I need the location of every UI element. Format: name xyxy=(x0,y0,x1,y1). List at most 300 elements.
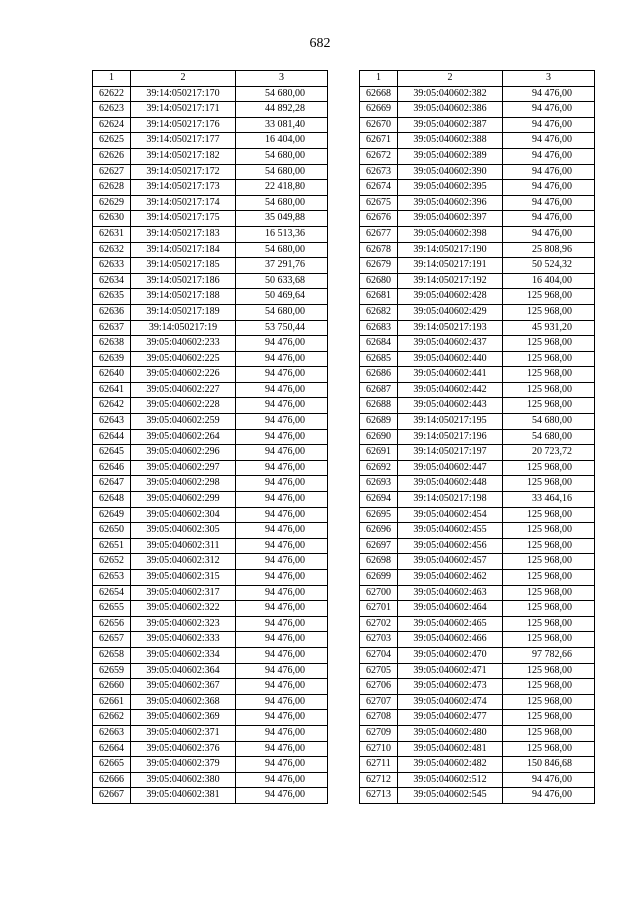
value: 125 968,00 xyxy=(503,554,595,570)
value: 125 968,00 xyxy=(503,741,595,757)
row-number: 62687 xyxy=(360,382,398,398)
cadastral-number: 39:05:040602:457 xyxy=(398,554,503,570)
table-row xyxy=(360,226,595,242)
row-number: 62713 xyxy=(360,788,398,804)
value: 94 476,00 xyxy=(236,570,328,586)
cadastral-number: 39:14:050217:175 xyxy=(131,211,236,227)
value: 94 476,00 xyxy=(236,725,328,741)
cadastral-number: 39:14:050217:184 xyxy=(131,242,236,258)
table-row xyxy=(360,180,595,196)
value: 54 680,00 xyxy=(236,164,328,180)
table-row xyxy=(360,289,595,305)
value: 33 081,40 xyxy=(236,117,328,133)
cadastral-number: 39:14:050217:198 xyxy=(398,492,503,508)
value: 94 476,00 xyxy=(503,788,595,804)
table-row xyxy=(360,679,595,695)
row-number: 62651 xyxy=(93,538,131,554)
row-number: 62648 xyxy=(93,492,131,508)
row-number: 62709 xyxy=(360,725,398,741)
row-number: 62657 xyxy=(93,632,131,648)
row-number: 62632 xyxy=(93,242,131,258)
value: 94 476,00 xyxy=(236,616,328,632)
cadastral-number: 39:05:040602:371 xyxy=(131,725,236,741)
row-number: 62625 xyxy=(93,133,131,149)
table-row xyxy=(360,476,595,492)
value: 125 968,00 xyxy=(503,398,595,414)
cadastral-number: 39:05:040602:225 xyxy=(131,351,236,367)
table-row xyxy=(360,211,595,227)
row-number: 62691 xyxy=(360,445,398,461)
value: 16 513,36 xyxy=(236,226,328,242)
value: 125 968,00 xyxy=(503,632,595,648)
value: 125 968,00 xyxy=(503,725,595,741)
value: 94 476,00 xyxy=(236,414,328,430)
value: 94 476,00 xyxy=(236,741,328,757)
table-row xyxy=(360,772,595,788)
value: 94 476,00 xyxy=(503,86,595,102)
cadastral-number: 39:05:040602:465 xyxy=(398,616,503,632)
value: 94 476,00 xyxy=(503,211,595,227)
cadastral-number: 39:05:040602:437 xyxy=(398,336,503,352)
right-table-body xyxy=(360,86,595,803)
cadastral-number: 39:05:040602:304 xyxy=(131,507,236,523)
value: 94 476,00 xyxy=(236,647,328,663)
cadastral-number: 39:05:040602:474 xyxy=(398,694,503,710)
table-row xyxy=(360,554,595,570)
table-row xyxy=(93,772,328,788)
value: 94 476,00 xyxy=(236,492,328,508)
value: 94 476,00 xyxy=(236,476,328,492)
table-row xyxy=(93,304,328,320)
cadastral-number: 39:05:040602:463 xyxy=(398,585,503,601)
cadastral-number: 39:05:040602:298 xyxy=(131,476,236,492)
cadastral-number: 39:05:040602:429 xyxy=(398,304,503,320)
table-row xyxy=(360,382,595,398)
row-number: 62637 xyxy=(93,320,131,336)
cadastral-number: 39:05:040602:226 xyxy=(131,367,236,383)
value: 94 476,00 xyxy=(236,538,328,554)
header-row xyxy=(93,71,328,87)
row-number: 62679 xyxy=(360,258,398,274)
row-number: 62656 xyxy=(93,616,131,632)
row-number: 62628 xyxy=(93,180,131,196)
row-number: 62668 xyxy=(360,86,398,102)
value: 125 968,00 xyxy=(503,289,595,305)
table-row xyxy=(360,429,595,445)
cadastral-number: 39:05:040602:397 xyxy=(398,211,503,227)
table-row xyxy=(360,632,595,648)
cadastral-number: 39:14:050217:183 xyxy=(131,226,236,242)
value: 45 931,20 xyxy=(503,320,595,336)
row-number: 62689 xyxy=(360,414,398,430)
table-row xyxy=(360,336,595,352)
cadastral-number: 39:14:050217:170 xyxy=(131,86,236,102)
row-number: 62701 xyxy=(360,601,398,617)
value: 20 723,72 xyxy=(503,445,595,461)
cadastral-number: 39:05:040602:482 xyxy=(398,757,503,773)
row-number: 62643 xyxy=(93,414,131,430)
table-row xyxy=(93,211,328,227)
cadastral-number: 39:05:040602:382 xyxy=(398,86,503,102)
table-row xyxy=(93,195,328,211)
cadastral-number: 39:05:040602:305 xyxy=(131,523,236,539)
table-row xyxy=(93,694,328,710)
value: 94 476,00 xyxy=(503,133,595,149)
table-row xyxy=(93,647,328,663)
table-row xyxy=(93,741,328,757)
table-row xyxy=(360,725,595,741)
row-number: 62665 xyxy=(93,757,131,773)
cadastral-number: 39:14:050217:196 xyxy=(398,429,503,445)
table-row xyxy=(93,601,328,617)
cadastral-number: 39:05:040602:512 xyxy=(398,772,503,788)
row-number: 62677 xyxy=(360,226,398,242)
value: 94 476,00 xyxy=(236,694,328,710)
cadastral-number: 39:14:050217:188 xyxy=(131,289,236,305)
value: 125 968,00 xyxy=(503,585,595,601)
cadastral-number: 39:05:040602:455 xyxy=(398,523,503,539)
table-row xyxy=(93,616,328,632)
row-number: 62623 xyxy=(93,102,131,118)
row-number: 62636 xyxy=(93,304,131,320)
value: 54 680,00 xyxy=(236,195,328,211)
table-row xyxy=(93,226,328,242)
cadastral-number: 39:05:040602:323 xyxy=(131,616,236,632)
value: 125 968,00 xyxy=(503,710,595,726)
cadastral-number: 39:05:040602:334 xyxy=(131,647,236,663)
table-row xyxy=(360,195,595,211)
value: 37 291,76 xyxy=(236,258,328,274)
value: 25 808,96 xyxy=(503,242,595,258)
cadastral-number: 39:14:050217:19 xyxy=(131,320,236,336)
row-number: 62692 xyxy=(360,460,398,476)
row-number: 62624 xyxy=(93,117,131,133)
value: 125 968,00 xyxy=(503,616,595,632)
value: 35 049,88 xyxy=(236,211,328,227)
cadastral-number: 39:05:040602:388 xyxy=(398,133,503,149)
table-row xyxy=(360,86,595,102)
value: 22 418,80 xyxy=(236,180,328,196)
cadastral-number: 39:14:050217:186 xyxy=(131,273,236,289)
cadastral-number: 39:05:040602:387 xyxy=(398,117,503,133)
table-row xyxy=(360,663,595,679)
table-row xyxy=(93,632,328,648)
row-number: 62703 xyxy=(360,632,398,648)
row-number: 62712 xyxy=(360,772,398,788)
value: 125 968,00 xyxy=(503,367,595,383)
cadastral-number: 39:05:040602:464 xyxy=(398,601,503,617)
table-row xyxy=(360,102,595,118)
row-number: 62633 xyxy=(93,258,131,274)
value: 125 968,00 xyxy=(503,679,595,695)
value: 94 476,00 xyxy=(503,117,595,133)
table-row xyxy=(93,663,328,679)
row-number: 62649 xyxy=(93,507,131,523)
row-number: 62650 xyxy=(93,523,131,539)
row-number: 62655 xyxy=(93,601,131,617)
row-number: 62688 xyxy=(360,398,398,414)
row-number: 62647 xyxy=(93,476,131,492)
cadastral-number: 39:05:040602:389 xyxy=(398,148,503,164)
value: 94 476,00 xyxy=(236,788,328,804)
row-number: 62660 xyxy=(93,679,131,695)
value: 94 476,00 xyxy=(236,632,328,648)
row-number: 62673 xyxy=(360,164,398,180)
table-row xyxy=(93,788,328,804)
table-row xyxy=(93,460,328,476)
cadastral-number: 39:14:050217:195 xyxy=(398,414,503,430)
right-table xyxy=(359,70,595,804)
value: 94 476,00 xyxy=(236,460,328,476)
cadastral-number: 39:05:040602:470 xyxy=(398,647,503,663)
left-table-body xyxy=(93,86,328,803)
row-number: 62681 xyxy=(360,289,398,305)
row-number: 62629 xyxy=(93,195,131,211)
table-row xyxy=(93,336,328,352)
header-col-2: 2 xyxy=(131,71,236,87)
row-number: 62711 xyxy=(360,757,398,773)
table-row xyxy=(93,523,328,539)
cadastral-number: 39:05:040602:456 xyxy=(398,538,503,554)
row-number: 62707 xyxy=(360,694,398,710)
cadastral-number: 39:05:040602:396 xyxy=(398,195,503,211)
table-row xyxy=(360,788,595,804)
table-row xyxy=(93,725,328,741)
cadastral-number: 39:05:040602:379 xyxy=(131,757,236,773)
row-number: 62658 xyxy=(93,647,131,663)
table-row xyxy=(360,585,595,601)
cadastral-number: 39:05:040602:462 xyxy=(398,570,503,586)
row-number: 62694 xyxy=(360,492,398,508)
row-number: 62695 xyxy=(360,507,398,523)
value: 125 968,00 xyxy=(503,507,595,523)
row-number: 62702 xyxy=(360,616,398,632)
row-number: 62627 xyxy=(93,164,131,180)
table-row xyxy=(93,367,328,383)
value: 44 892,28 xyxy=(236,102,328,118)
cadastral-number: 39:05:040602:398 xyxy=(398,226,503,242)
row-number: 62626 xyxy=(93,148,131,164)
row-number: 62662 xyxy=(93,710,131,726)
table-row xyxy=(360,492,595,508)
table-row xyxy=(93,538,328,554)
row-number: 62708 xyxy=(360,710,398,726)
value: 150 846,68 xyxy=(503,757,595,773)
value: 94 476,00 xyxy=(236,772,328,788)
value: 94 476,00 xyxy=(503,772,595,788)
table-row xyxy=(360,741,595,757)
row-number: 62696 xyxy=(360,523,398,539)
table-row xyxy=(360,538,595,554)
cadastral-number: 39:05:040602:376 xyxy=(131,741,236,757)
table-row xyxy=(360,757,595,773)
cadastral-number: 39:05:040602:443 xyxy=(398,398,503,414)
value: 94 476,00 xyxy=(236,445,328,461)
header-col-3: 3 xyxy=(236,71,328,87)
value: 94 476,00 xyxy=(503,164,595,180)
cadastral-number: 39:05:040602:454 xyxy=(398,507,503,523)
row-number: 62682 xyxy=(360,304,398,320)
row-number: 62706 xyxy=(360,679,398,695)
value: 53 750,44 xyxy=(236,320,328,336)
cadastral-number: 39:05:040602:333 xyxy=(131,632,236,648)
cadastral-number: 39:05:040602:380 xyxy=(131,772,236,788)
page-number: 682 xyxy=(309,36,331,51)
table-row xyxy=(93,414,328,430)
table-row xyxy=(360,507,595,523)
table-row xyxy=(93,289,328,305)
row-number: 62700 xyxy=(360,585,398,601)
table-row xyxy=(360,460,595,476)
value: 94 476,00 xyxy=(503,148,595,164)
cadastral-number: 39:05:040602:481 xyxy=(398,741,503,757)
value: 94 476,00 xyxy=(236,336,328,352)
value: 54 680,00 xyxy=(236,304,328,320)
value: 125 968,00 xyxy=(503,304,595,320)
value: 94 476,00 xyxy=(236,429,328,445)
value: 94 476,00 xyxy=(236,382,328,398)
row-number: 62631 xyxy=(93,226,131,242)
cadastral-number: 39:14:050217:185 xyxy=(131,258,236,274)
row-number: 62684 xyxy=(360,336,398,352)
table-row xyxy=(93,585,328,601)
value: 50 633,68 xyxy=(236,273,328,289)
row-number: 62634 xyxy=(93,273,131,289)
value: 54 680,00 xyxy=(503,414,595,430)
header-col-2: 2 xyxy=(398,71,503,87)
value: 125 968,00 xyxy=(503,382,595,398)
value: 94 476,00 xyxy=(503,180,595,196)
table-row xyxy=(93,102,328,118)
value: 50 524,32 xyxy=(503,258,595,274)
table-row xyxy=(93,476,328,492)
row-number: 62646 xyxy=(93,460,131,476)
row-number: 62663 xyxy=(93,725,131,741)
row-number: 62661 xyxy=(93,694,131,710)
value: 125 968,00 xyxy=(503,351,595,367)
row-number: 62664 xyxy=(93,741,131,757)
table-row xyxy=(360,351,595,367)
table-row xyxy=(93,570,328,586)
table-row xyxy=(93,679,328,695)
value: 54 680,00 xyxy=(236,242,328,258)
row-number: 62704 xyxy=(360,647,398,663)
value: 125 968,00 xyxy=(503,601,595,617)
value: 125 968,00 xyxy=(503,538,595,554)
value: 125 968,00 xyxy=(503,523,595,539)
cadastral-number: 39:05:040602:381 xyxy=(131,788,236,804)
row-number: 62622 xyxy=(93,86,131,102)
row-number: 62640 xyxy=(93,367,131,383)
cadastral-number: 39:14:050217:174 xyxy=(131,195,236,211)
cadastral-number: 39:05:040602:390 xyxy=(398,164,503,180)
cadastral-number: 39:05:040602:296 xyxy=(131,445,236,461)
cadastral-number: 39:05:040602:322 xyxy=(131,601,236,617)
row-number: 62635 xyxy=(93,289,131,305)
cadastral-number: 39:05:040602:259 xyxy=(131,414,236,430)
value: 94 476,00 xyxy=(236,585,328,601)
row-number: 62659 xyxy=(93,663,131,679)
row-number: 62653 xyxy=(93,570,131,586)
value: 16 404,00 xyxy=(503,273,595,289)
value: 94 476,00 xyxy=(236,554,328,570)
cadastral-number: 39:14:050217:190 xyxy=(398,242,503,258)
row-number: 62678 xyxy=(360,242,398,258)
row-number: 62690 xyxy=(360,429,398,445)
table-row xyxy=(93,507,328,523)
cadastral-number: 39:05:040602:447 xyxy=(398,460,503,476)
row-number: 62641 xyxy=(93,382,131,398)
cadastral-number: 39:14:050217:172 xyxy=(131,164,236,180)
value: 94 476,00 xyxy=(503,195,595,211)
table-row xyxy=(93,382,328,398)
cadastral-number: 39:05:040602:477 xyxy=(398,710,503,726)
value: 94 476,00 xyxy=(503,102,595,118)
table-row xyxy=(360,414,595,430)
row-number: 62685 xyxy=(360,351,398,367)
table-row xyxy=(360,304,595,320)
row-number: 62630 xyxy=(93,211,131,227)
table-row xyxy=(360,242,595,258)
value: 54 680,00 xyxy=(503,429,595,445)
value: 94 476,00 xyxy=(236,367,328,383)
row-number: 62686 xyxy=(360,367,398,383)
table-row xyxy=(93,320,328,336)
value: 94 476,00 xyxy=(236,601,328,617)
value: 125 968,00 xyxy=(503,336,595,352)
cadastral-number: 39:05:040602:466 xyxy=(398,632,503,648)
value: 94 476,00 xyxy=(503,226,595,242)
table-row xyxy=(93,492,328,508)
cadastral-number: 39:14:050217:191 xyxy=(398,258,503,274)
value: 50 469,64 xyxy=(236,289,328,305)
cadastral-number: 39:05:040602:480 xyxy=(398,725,503,741)
row-number: 62652 xyxy=(93,554,131,570)
row-number: 62666 xyxy=(93,772,131,788)
row-number: 62693 xyxy=(360,476,398,492)
row-number: 62672 xyxy=(360,148,398,164)
value: 125 968,00 xyxy=(503,476,595,492)
cadastral-number: 39:05:040602:440 xyxy=(398,351,503,367)
cadastral-number: 39:05:040602:228 xyxy=(131,398,236,414)
row-number: 62698 xyxy=(360,554,398,570)
cadastral-number: 39:05:040602:315 xyxy=(131,570,236,586)
table-row xyxy=(93,258,328,274)
table-row xyxy=(93,351,328,367)
cadastral-number: 39:05:040602:311 xyxy=(131,538,236,554)
row-number: 62644 xyxy=(93,429,131,445)
cadastral-number: 39:05:040602:473 xyxy=(398,679,503,695)
cadastral-number: 39:14:050217:173 xyxy=(131,180,236,196)
table-row xyxy=(360,133,595,149)
table-row xyxy=(360,710,595,726)
table-row xyxy=(93,164,328,180)
table-row xyxy=(360,601,595,617)
row-number: 62638 xyxy=(93,336,131,352)
table-row xyxy=(93,445,328,461)
cadastral-number: 39:05:040602:299 xyxy=(131,492,236,508)
value: 94 476,00 xyxy=(236,710,328,726)
table-row xyxy=(360,320,595,336)
value: 94 476,00 xyxy=(236,351,328,367)
cadastral-number: 39:05:040602:364 xyxy=(131,663,236,679)
cadastral-number: 39:05:040602:368 xyxy=(131,694,236,710)
value: 33 464,16 xyxy=(503,492,595,508)
table-row xyxy=(360,647,595,663)
table-row xyxy=(360,445,595,461)
table-row xyxy=(360,164,595,180)
table-row xyxy=(93,133,328,149)
